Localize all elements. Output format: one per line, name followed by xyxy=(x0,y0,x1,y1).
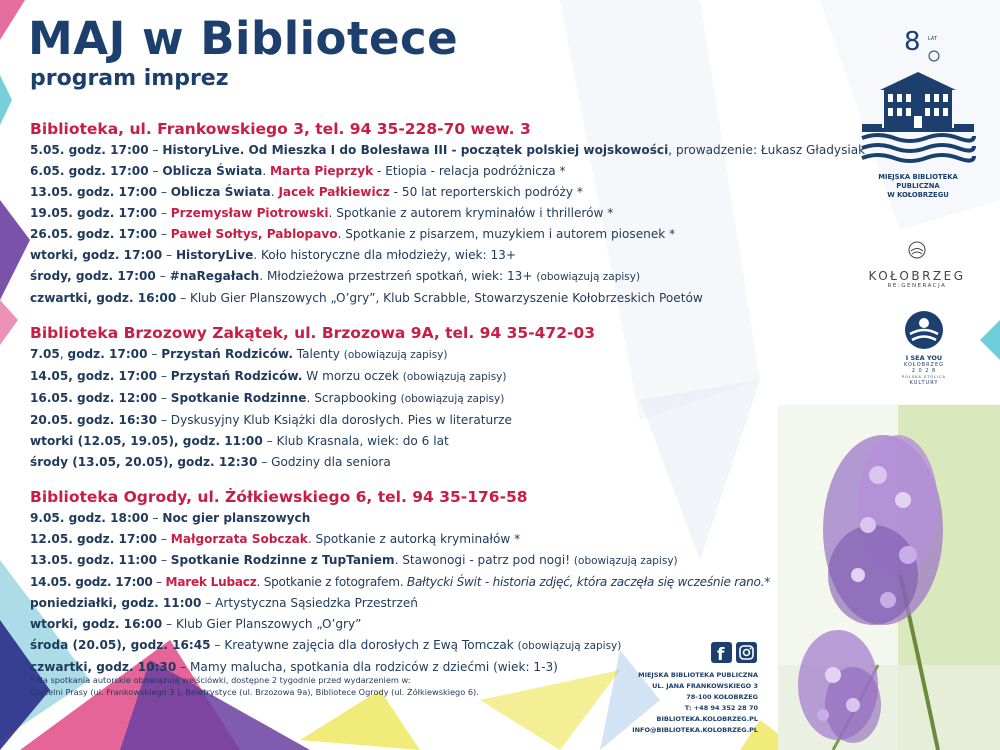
program-content xyxy=(30,119,866,678)
facebook-icon[interactable] xyxy=(711,642,732,663)
svg-text:LAT: LAT xyxy=(928,36,937,42)
event-line: czwartki, godz. 16:00 – Klub Gier Planszowych „O’gry”, Klub Scrabble, Stowarzyszenie Kołobrzeskich Poetów xyxy=(30,291,703,305)
event-line: 14.05. godz. 17:00 – Marek Lubacz. Spotkanie z fotografem. Bałtycki Świt - historia zdjęć, która zaczęła się wcześnie rano.* xyxy=(30,575,771,589)
page-title: MAJ w Bibliotece xyxy=(28,12,459,65)
website-link[interactable]: BIBLIOTEKA.KOLOBRZEG.PL xyxy=(656,715,758,723)
event-line: 9.05. godz. 18:00 – Noc gier planszowych xyxy=(30,511,311,525)
svg-text:f: f xyxy=(717,645,725,663)
event-line: 7.05, godz. 17:00 – Przystań Rodziców. Talenty (obowiązują zapisy) xyxy=(30,347,448,361)
event-line: 20.05. godz. 16:30 – Dyskusyjny Klub Książki dla dorosłych. Pies w literaturze xyxy=(30,413,512,427)
event-line: wtorki, godz. 16:00 – Klub Gier Planszowych „O’gry” xyxy=(30,617,362,631)
isea-you-emblem-icon xyxy=(904,310,944,350)
section-heading-ogrody: Biblioteka Ogrody, ul. Żółkiewskiego 6, tel. 94 35-176-58 xyxy=(30,488,528,506)
event-line: 6.05. godz. 17:00 – Oblicza Świata. Marta Pieprzyk - Etiopia - relacja podróżnicza * xyxy=(30,164,566,178)
page-subtitle: program imprez xyxy=(30,66,229,91)
contact-address: MIEJSKA BIBLIOTEKA PUBLICZNA UL. JANA FRANKOWSKIEGO 3 78-100 KOŁOBRZEG T: +48 94 352 28 70 BIBLIOTEKA.KOLOBRZEG.PL INFO@BIBLIOTEKA.KOLOBRZEG.PL xyxy=(618,670,758,736)
isea-you-logo: I SEA YOU KOŁOBRZEG 2 0 2 8 POLSKA STOLICA KULTURY xyxy=(892,310,956,386)
event-line: 26.05. godz. 17:00 – Paweł Sołtys, Pablopavo. Spotkanie z pisarzem, muzykiem i autorem piosenek * xyxy=(30,227,676,241)
event-line: 14.05, godz. 17:00 – Przystań Rodziców. W morzu oczek (obowiązują zapisy) xyxy=(30,369,507,383)
event-line: środy (13.05, 20.05), godz. 12:30 – Godziny dla seniora xyxy=(30,455,391,469)
event-line: poniedziałki, godz. 11:00 – Artystyczna Sąsiedzka Przestrzeń xyxy=(30,596,418,610)
event-line: 19.05. godz. 17:00 – Przemysław Piotrowski. Spotkanie z autorem kryminałów i thrillerów * xyxy=(30,206,614,220)
lilac-flower-photo xyxy=(778,405,1000,750)
section-heading-frankowskiego: Biblioteka, ul. Frankowskiego 3, tel. 94 35-228-70 wew. 3 xyxy=(30,120,531,138)
event-line: wtorki (12.05, 19.05), godz. 11:00 – Klub Krasnala, wiek: do 6 lat xyxy=(30,434,449,448)
section-heading-brzozowa: Biblioteka Brzozowy Zakątek, ul. Brzozowa 9A, tel. 94 35-472-03 xyxy=(30,324,595,342)
social-icons xyxy=(711,642,757,663)
event-line: 5.05. godz. 17:00 – HistoryLive. Od Mieszka I do Bolesława III - początek polskiej wojskowości, prowadzenie: Łukasz Gładysiak xyxy=(30,143,866,157)
logo-caption: MIEJSKA BIBLIOTEKA PUBLICZNA W KOŁOBRZEGU xyxy=(878,173,958,199)
kolobrzeg-logo: KOŁOBRZEG RE:GENERACJA xyxy=(862,240,972,289)
event-line: 13.05. godz. 11:00 – Spotkanie Rodzinne z TupTaniem. Stawonogi - patrz pod nogi! (obowiązują zapisy) xyxy=(30,553,678,567)
email-link[interactable]: INFO@BIBLIOTEKA.KOLOBRZEG.PL xyxy=(632,726,758,734)
library-building-icon xyxy=(858,28,978,164)
event-line: czwartki, godz. 10:30 – Mamy malucha, spotkania dla rodziców z dziećmi (wiek: 1-3) xyxy=(30,660,558,674)
footnote: * Na spotkania autorskie obowiązują wejściówki, dostępne 2 tygodnie przed wydarzeniem w: Czytelni Prasy (ul. Frankowskiego 3 ), Beletrystyce (ul. Brzozowa 9a), Bibliotece Ogrody (ul. Żółkiewskiego 6). xyxy=(30,675,479,697)
kolobrzeg-emblem-icon xyxy=(907,240,927,260)
library-logo xyxy=(858,28,978,200)
event-line: środy, godz. 17:00 – #naRegałach. Młodzieżowa przestrzeń spotkań, wiek: 13+ (obowiązują zapisy) xyxy=(30,269,641,283)
svg-text:8: 8 xyxy=(904,28,921,57)
event-line: środa (20.05), godz. 16:45 – Kreatywne zajęcia dla dorosłych z Ewą Tomczak (obowiązują zapisy) xyxy=(30,638,622,652)
event-line: 12.05. godz. 17:00 – Małgorzata Sobczak. Spotkanie z autorką kryminałów * xyxy=(30,532,521,546)
event-line: 16.05. godz. 12:00 – Spotkanie Rodzinne. Scrapbooking (obowiązują zapisy) xyxy=(30,391,505,405)
event-line: wtorki, godz. 17:00 – HistoryLive. Koło historyczne dla młodzieży, wiek: 13+ xyxy=(30,248,516,262)
event-line: 13.05. godz. 17:00 – Oblicza Świata. Jacek Pałkiewicz - 50 lat reporterskich podróży * xyxy=(30,185,583,199)
instagram-icon[interactable] xyxy=(736,642,757,663)
